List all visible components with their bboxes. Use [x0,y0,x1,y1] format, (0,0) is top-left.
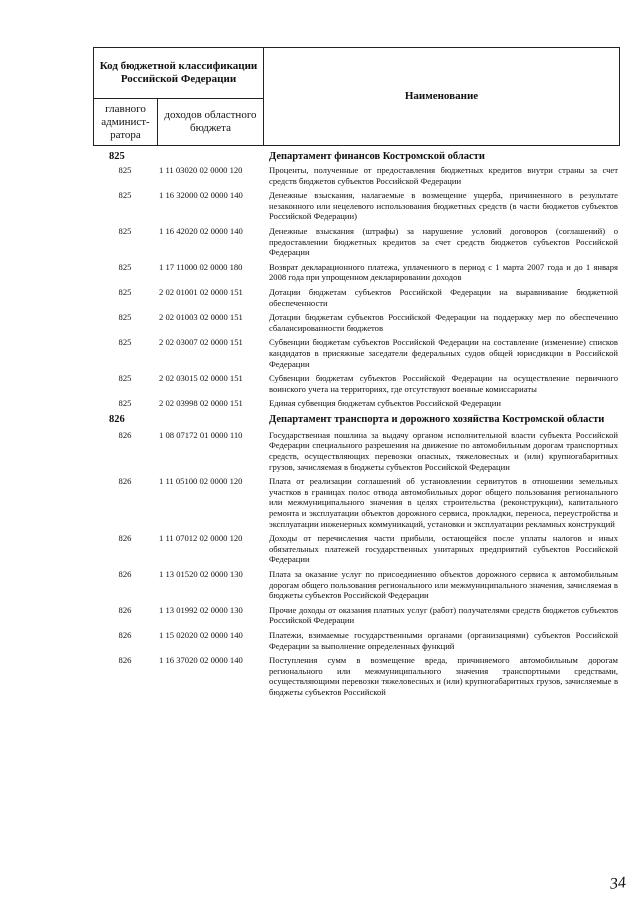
admin-code: 825 [118,312,132,323]
table-row [93,262,620,283]
item-name: Доходы от перечисления части прибыли, остающейся после уплаты налогов и иных обязательных платежей государственных унитарных предприятий субъектов Российской Федерации [269,533,618,565]
table-row [93,430,620,472]
item-name: Единая субвенция бюджетам субъектов Российской Федерации [269,398,501,409]
department-name: Департамент транспорта и дорожного хозяйства Костромской области [269,413,605,425]
item-name: Возврат декларационного платежа, уплаченного в период с 1 марта 2007 года и до 1 января 2008 года при упрощенном декларировании доходов [269,261,618,283]
revenue-code: 2 02 03007 02 0000 151 [159,337,243,348]
revenue-code: 1 11 03020 02 0000 120 [159,165,243,175]
revenue-code: 1 13 01520 02 0000 130 [159,569,243,579]
admin-code: 825 [118,373,132,384]
item-name: Плата от реализации соглашений об установлении сервитутов в отношении земельных участков в границах полос отвода автомобильных дорог общего пользования регионального или межмуниципального значения в целях строительства (реконструкции), капитального ремонта и эксплуатации объектов дорожного сервиса, прокладки, переноса, переустройства и эксплуатации инженерных коммуникаций, установки и эксплуатации рекламных конструкций [269,476,618,529]
table-row [93,569,620,601]
revenue-code: 2 02 03998 02 0000 151 [159,398,243,409]
revenue-code: 1 17 11000 02 0000 180 [159,261,243,272]
table-row [93,373,620,394]
revenue-code: 2 02 01003 02 0000 151 [159,312,243,323]
revenue-code: 1 11 07012 02 0000 120 [159,533,243,544]
code-title: Код бюджетной классификации Российской Федерации [94,48,264,99]
admin-code: 825 [118,337,132,348]
department-row [93,150,620,163]
revenue-code: 1 13 01992 02 0000 130 [159,604,243,615]
table-row [93,287,620,308]
admin-code: 825 [118,261,132,272]
table-row [93,605,620,626]
revenue-code: 1 16 37020 02 0000 140 [159,655,243,666]
item-name: Платежи, взимаемые государственными органами (организациями) субъектов Российской Федерации за выполнение определенных функций [269,629,618,651]
revenue-code: 2 02 03015 02 0000 151 [159,373,243,384]
item-name: Денежные взыскания (штрафы) за нарушение условий договоров (соглашений) о предоставлении бюджетных кредитов за счет средств бюджетов субъектов Российской Федерации [269,225,618,258]
item-name: Дотации бюджетам субъектов Российской Федерации на выравнивание бюджетной обеспеченности [269,286,618,308]
table-row [93,226,620,258]
page-number: 34 [609,874,627,893]
revenue-column-header: доходов областного бюджета [158,99,264,146]
admin-code: 825 [118,165,132,175]
admin-code: 826 [118,533,132,544]
revenue-code: 1 16 42020 02 0000 140 [159,225,243,236]
table-row [93,337,620,369]
item-name: Государственная пошлина за выдачу органом исполнительной власти субъекта Российской Федерации специального разрешения на движение по автомобильным дорогам транспортных средств, осуществляющих перевозки опасных, тяжеловесных и (или) крупногабаритных грузов, зачисляемая в бюджеты субъектов Российской Федерации [269,429,618,472]
item-name: Поступления сумм в возмещение вреда, причиняемого автомобильным дорогам регионального или межмуниципального значения транспортными средствами, осуществляющими перевозки тяжеловесных и (или) крупногабаритных грузов, зачисляемые в бюджеты субъектов Российской [269,655,618,697]
admin-code: 825 [109,151,125,162]
header-table [93,47,620,146]
department-name: Департамент финансов Костромской области [269,151,485,162]
admin-code: 826 [118,629,132,640]
admin-code: 826 [118,604,132,615]
item-name: Денежные взыскания, налагаемые в возмещение ущерба, причиненного в результате незаконного или нецелевого использования бюджетных средств (в части бюджетов субъектов Российской Федерации) [269,190,618,222]
table-row [93,190,620,222]
admin-code: 826 [109,413,125,425]
revenue-code [157,150,265,163]
item-name: Плата за оказание услуг по присоединению объектов дорожного сервиса к автомобильным дорогам общего пользования регионального или межмуниципального значения, зачисляемая в бюджеты субъектов Российской Федерации [269,569,618,601]
table-row [93,630,620,651]
admin-column-header: главного админист-ратора [94,99,158,146]
admin-code: 825 [118,286,132,297]
admin-code: 825 [118,225,132,236]
item-name: Проценты, полученные от предоставления бюджетных кредитов внутри страны за счет средств бюджетов субъектов Российской Федерации [269,165,618,186]
admin-code: 826 [118,655,132,666]
admin-code: 826 [118,429,132,440]
table-row [93,398,620,409]
admin-code: 826 [118,476,132,487]
revenue-code: 1 08 07172 01 0000 110 [159,429,243,440]
department-row [93,413,620,426]
revenue-code [157,413,265,426]
admin-code: 826 [118,569,132,579]
admin-code: 825 [118,398,132,409]
item-name: Субвенции бюджетам субъектов Российской Федерации на составление (изменение) списков кандидатов в присяжные заседатели федеральных судов общей юрисдикции в Российской Федерации [269,337,618,369]
item-name: Дотации бюджетам субъектов Российской Федерации на поддержку мер по обеспечению сбалансированности бюджетов [269,312,618,333]
classification-list [93,150,620,702]
table-row [93,312,620,333]
item-name: Субвенции бюджетам субъектов Российской Федерации на осуществление первичного воинского учета на территориях, где отсутствуют военные комиссариаты [269,373,618,394]
item-name: Прочие доходы от оказания платных услуг (работ) получателями средств бюджетов субъектов Российской Федерации [269,604,618,626]
revenue-code: 1 15 02020 02 0000 140 [159,629,243,640]
admin-code: 825 [118,190,132,201]
table-row [93,533,620,565]
revenue-code: 1 11 05100 02 0000 120 [159,476,243,487]
table-row [93,655,620,697]
revenue-code: 2 02 01001 02 0000 151 [159,286,243,297]
revenue-code: 1 16 32000 02 0000 140 [159,190,243,201]
table-row [93,476,620,529]
name-column-header: Наименование [264,48,620,146]
table-row [93,165,620,186]
